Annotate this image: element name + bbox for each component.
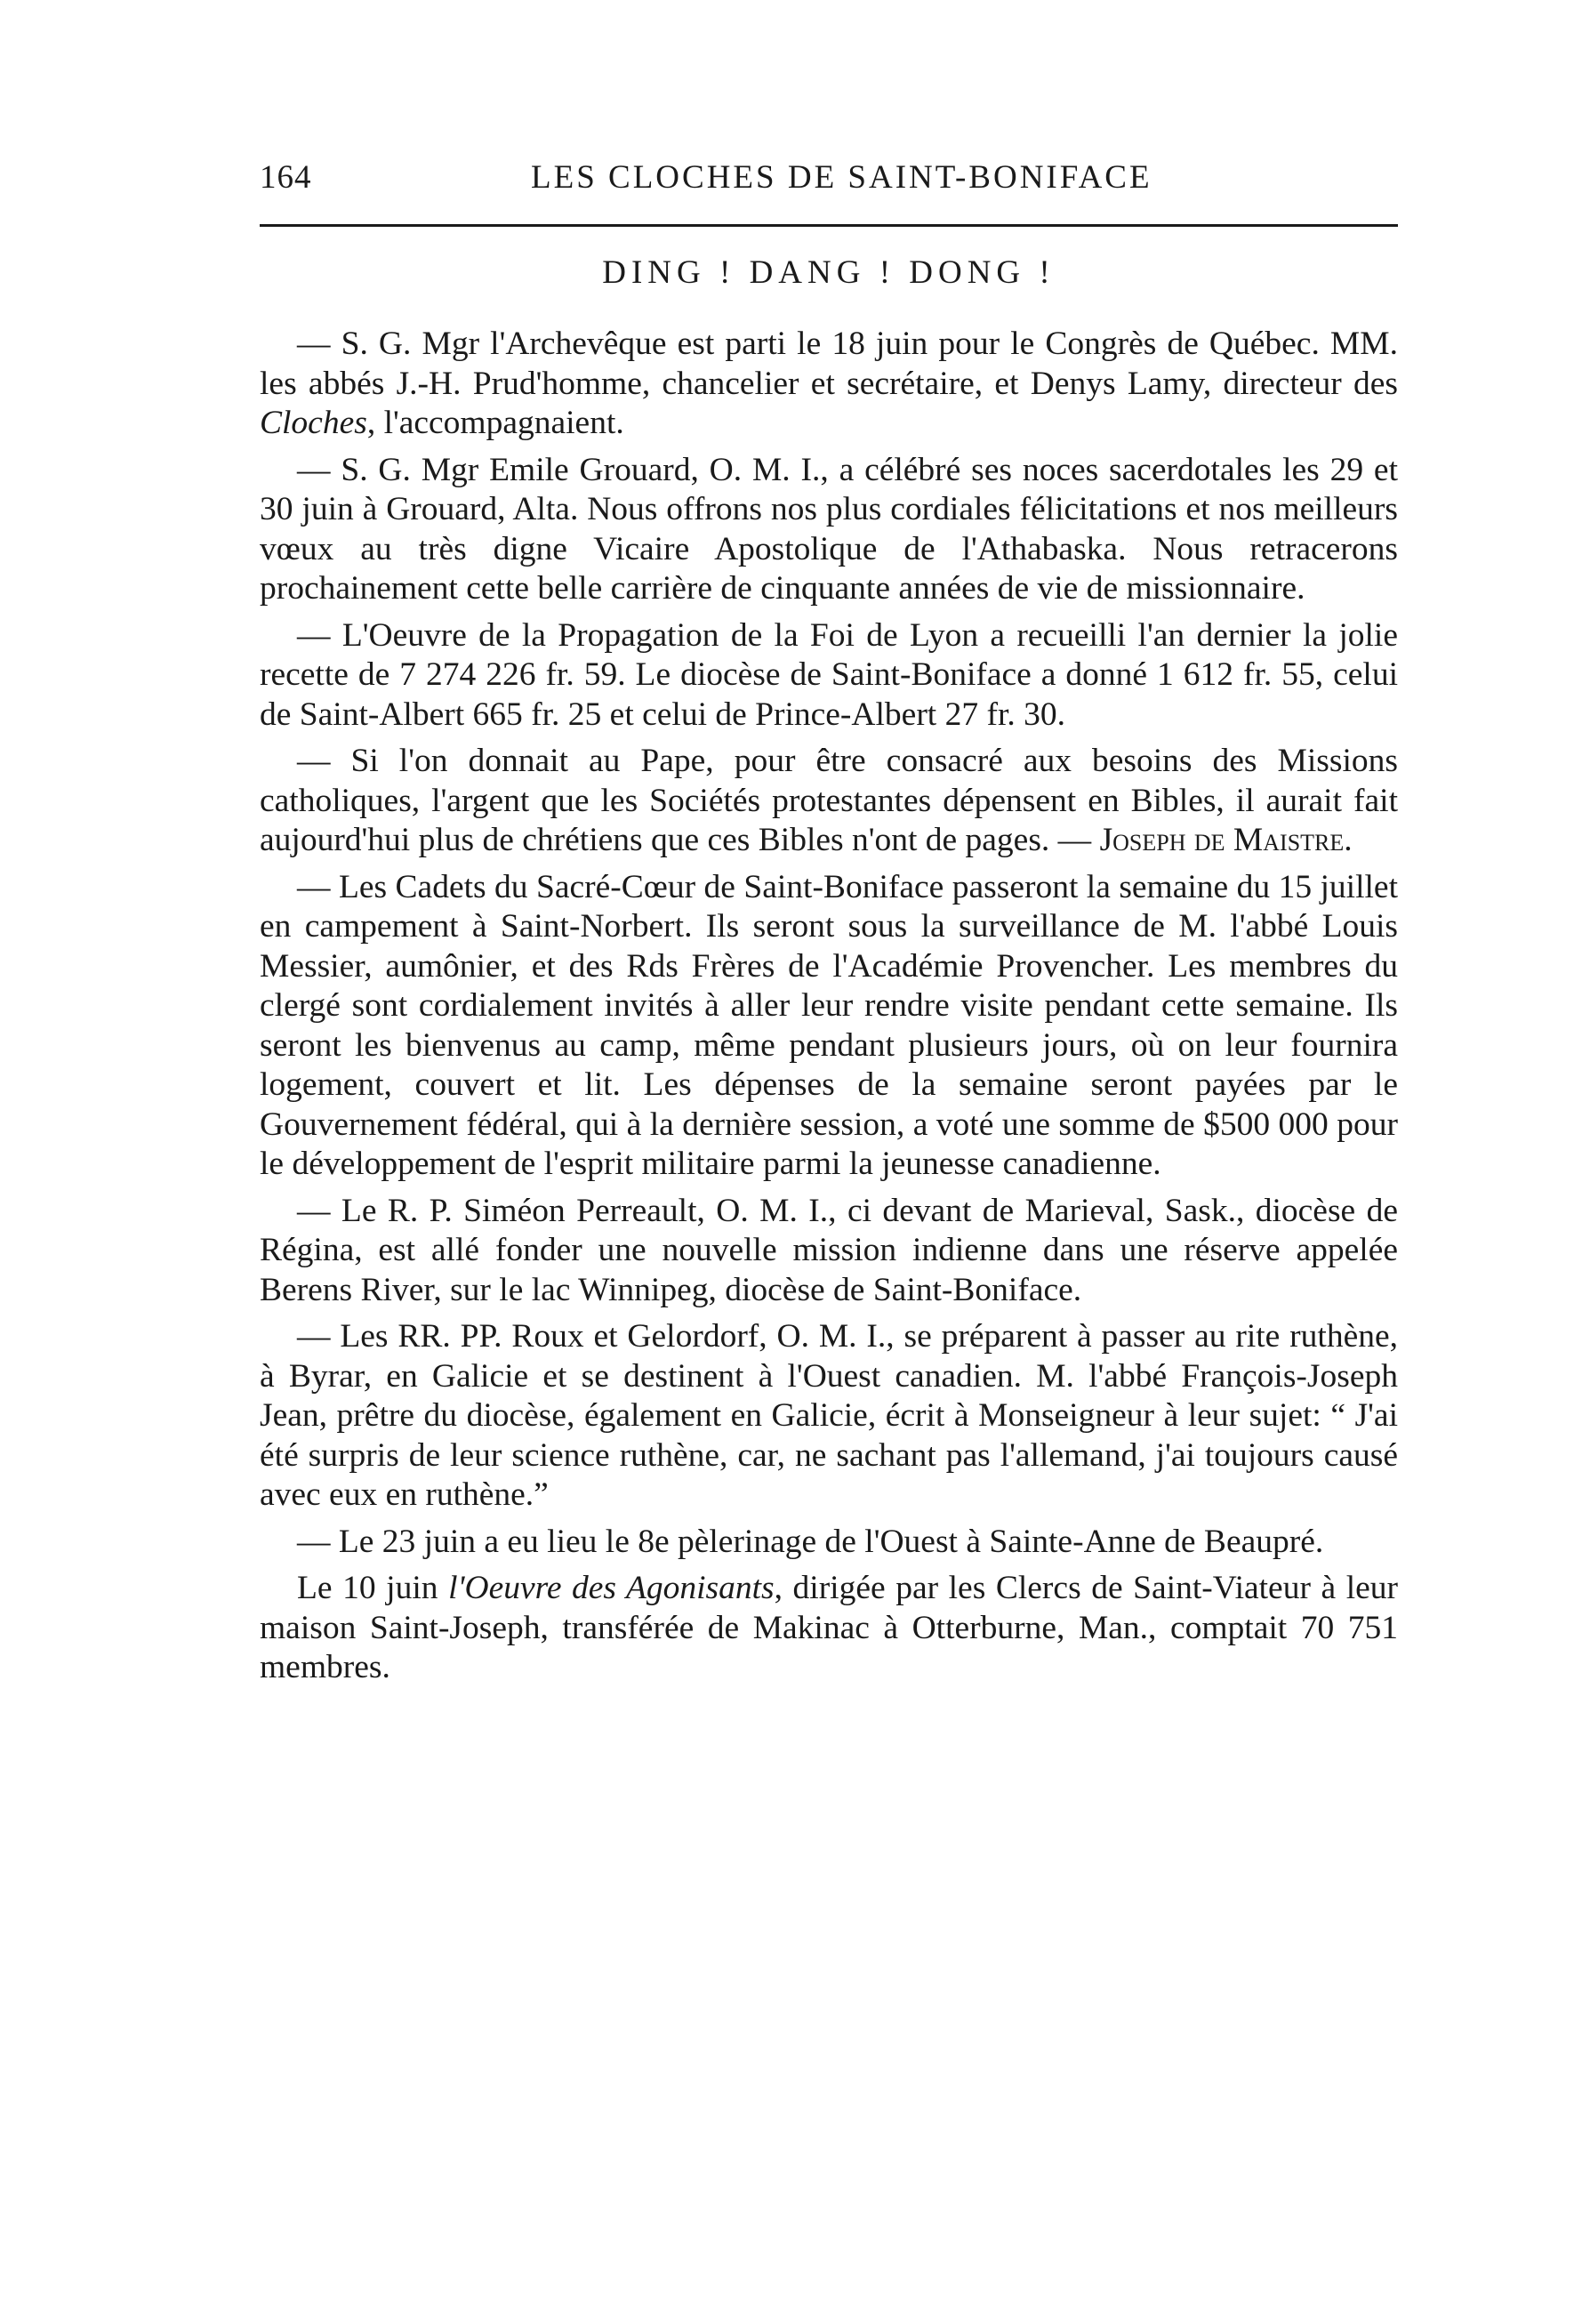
paragraph-propagation: — L'Oeuvre de la Propagation de la Foi de Lyon a recueilli l'an dernier la jolie recette de 7 274 226 fr. 59. Le diocèse de Saint-Boniface a donné 1 612 fr. 55, celui de Saint-Albert 665 fr. 25 et celui de Prince-Albert 27 fr. 30.	[260, 616, 1398, 733]
page-number: 164	[260, 159, 312, 196]
paragraph-text: , dirigée par les Clercs de Saint-Viateur à leur maison Saint-Joseph, transférée de Makinac à Otterburne, Man., comptait 70 751 membres.	[260, 1570, 1399, 1685]
page-header	[260, 158, 1398, 203]
section-title: DING ! DANG ! DONG !	[602, 254, 1056, 291]
paragraph-archeveque	[260, 325, 1398, 444]
journal-title: Cloches	[260, 405, 367, 441]
paragraph-pelerinage: — Le 23 juin a eu lieu le 8e pèlerinage de l'Ouest à Sainte-Anne de Beaupré.	[297, 1523, 1324, 1560]
paragraph-text: — S. G. Mgr l'Archevêque est parti le 18 juin pour le Congrès de Québec. MM. les abbés J.-H. Prud'homme, chancelier et secrétaire, et Denys Lamy, directeur des	[260, 326, 1398, 402]
paragraph-text: Le 10 juin	[297, 1570, 449, 1606]
paragraph-cadets: — Les Cadets du Sacré-Cœur de Saint-Boniface passeront la semaine du 15 juillet en campement à Saint-Norbert. Ils seront sous la surveillance de M. l'abbé Louis Messier, aumônier, et des Rds Frères de l'Académie Provencher. Les membres du clergé sont cordialement invités à aller leur rendre visite pendant cette semaine. Ils seront les bienvenus au camp, même pendant plusieurs jours, où on leur fournira logement, couvert et lit. Les dépenses de la semaine seront payées par le Gouvernement fédéral, qui à la dernière session, a voté une somme de $500 000 pour le développement de l'esprit militaire parmi la jeunesse canadienne.	[260, 868, 1398, 1182]
paragraph-text: — Si l'on donnait au Pape, pour être consacré aux besoins des Missions catholiques, l'argent que les Sociétés protestantes dépensent en Bibles, il aurait fait aujourd'hui plus de chrétiens que ces Bibles n'ont de pages. —	[260, 743, 1398, 858]
paragraph-ruthene: — Les RR. PP. Roux et Gelordorf, O. M. I., se préparent à passer au rite ruthène, à Byrar, en Galicie et se destinent à l'Ouest canadien. M. l'abbé François-Joseph Jean, prêtre du diocèse, également en Galicie, écrit à Monseigneur à leur sujet: “ J'ai été surpris de leur science ruthène, car, ne sachant pas l'allemand, j'ai toujours causé avec eux en ruthène.”	[260, 1318, 1398, 1513]
quote-author: Joseph de Maistre.	[1099, 822, 1353, 858]
paragraph-perreault: — Le R. P. Siméon Perreault, O. M. I., ci devant de Marieval, Sask., diocèse de Régina, est allé fonder une nouvelle mission indienne dans une réserve appelée Berens River, sur le lac Winnipeg, diocèse de Saint-Boniface.	[260, 1192, 1398, 1308]
header-rule	[260, 224, 1398, 227]
oeuvre-title: l'Oeuvre des Agonisants	[448, 1570, 775, 1606]
article-body	[260, 325, 1398, 1695]
running-head: LES CLOCHES DE SAINT-BONIFACE	[531, 159, 1152, 196]
paragraph-maistre-quote	[260, 742, 1398, 861]
paragraph-text: , l'accompagnaient.	[366, 405, 624, 441]
paragraph-grouard: — S. G. Mgr Emile Grouard, O. M. I., a célébré ses noces sacerdotales les 29 et 30 juin à Grouard, Alta. Nous offrons nos plus cordiales félicitations et nos meilleurs vœux au très digne Vicaire Apostolique de l'Athabaska. Nous retracerons prochainement cette belle carrière de cinquante années de vie de missionnaire.	[260, 451, 1398, 607]
paragraph-agonisants	[260, 1569, 1398, 1688]
